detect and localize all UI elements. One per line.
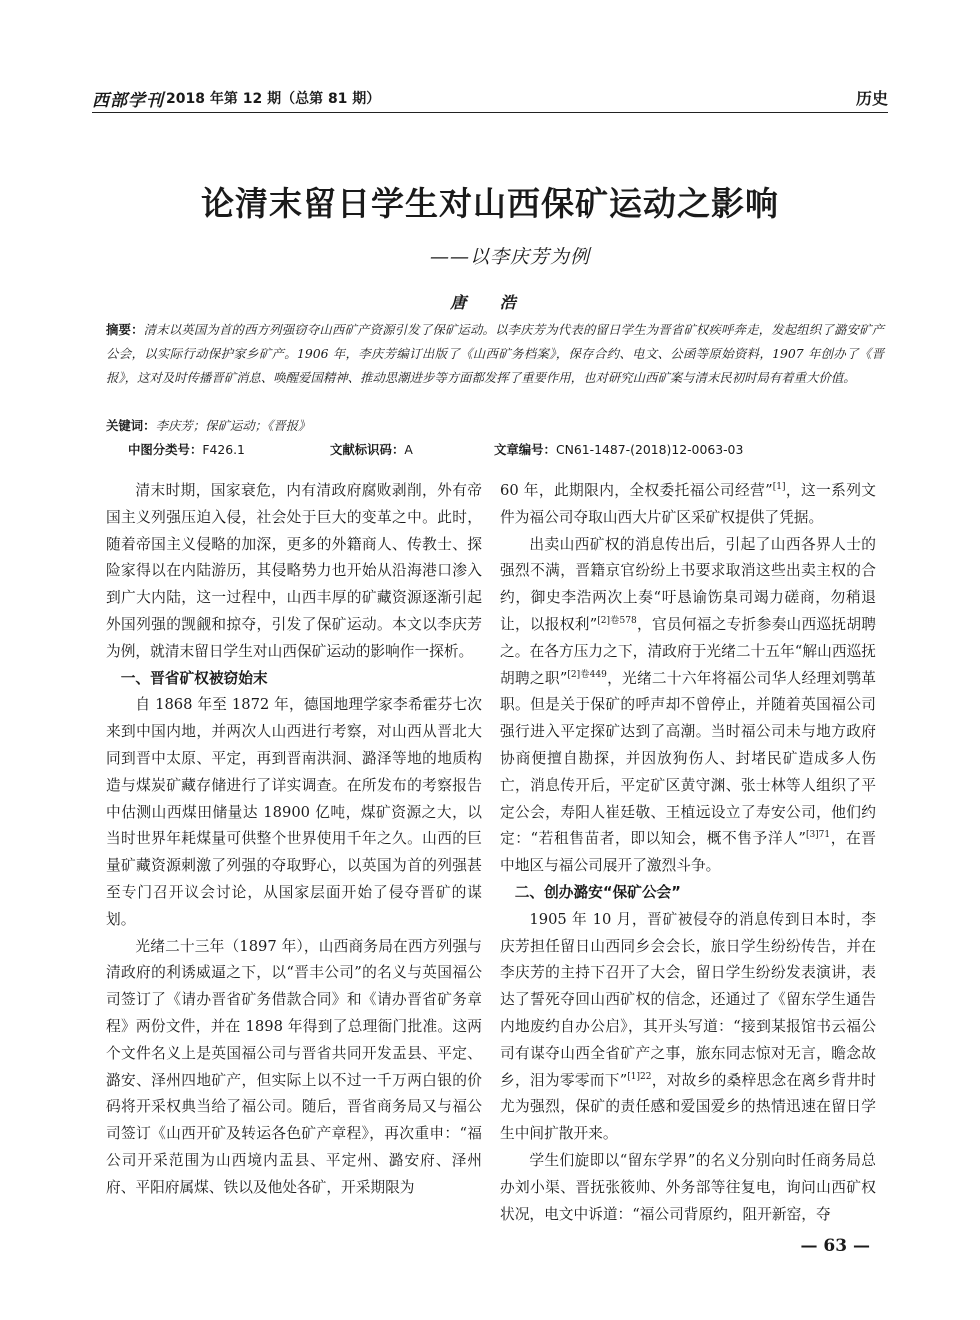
- journal-logo: 西部学刊: [92, 91, 164, 111]
- header-rule: [92, 112, 888, 113]
- citation: [2]卷449: [567, 669, 607, 680]
- paragraph: [500, 478, 876, 532]
- text-span: ，官员何福之专折参奏山西巡抚胡聘之。在各方压力之下，清政府于光绪二十五年“解山西巡抚胡聘之职”: [500, 615, 876, 687]
- paragraph: [500, 907, 876, 1148]
- article-title: 论清末留日学生对山西保矿运动之影响: [201, 184, 779, 223]
- citation: [3]71: [805, 830, 831, 841]
- keywords-text: 李庆芳；保矿运动；《晋报》: [155, 418, 311, 433]
- text-span: ，这一系列文件为福公司夺取山西大片矿区采矿权提供了凭据。: [500, 482, 876, 526]
- keywords-label: 关键词：: [106, 418, 156, 433]
- section-heading: 二、创办潞安“保矿公会”: [514, 883, 681, 901]
- keywords: [106, 414, 310, 438]
- paragraph: 自 1868 年至 1872 年，德国地理学家李希霍芬七次来到中国内地，并两次人山西进行考察，对山西从晋北大同到晋中太原、平定，再到晋南洪洞、潞泽等地的地质构造与煤炭矿藏存储进行了详实调查。在所发布的考察报告中估测山西煤田储量达 18900 亿吨，煤矿资源之大，以当时世界年耗煤量可供整个世界使用千年之久。山西的巨量矿藏资源刺激了列强的夺取野心，以英国为首的列强甚至专门召开议会讨论，从国家层面开始了侵夺晋矿的谋划。: [106, 696, 482, 928]
- text-span: 1905 年 10 月，晋矿被侵夺的消息传到日本时，李庆芳担任留日山西同乡会会长，旅日学生纷纷传告，并在李庆芳的主持下召开了大会，留日学生纷纷发表演讲，表达了誓死夺回山西矿权的信念，还通过了《留东学生通告内地废约自办公启》，其开头写道：“接到某报馆书云福公司有谋夺山西全省矿产之事，旅东同志惊对无言，瞻念故乡，泪为零零而下”: [500, 910, 876, 1089]
- citation: [1]22: [627, 1071, 652, 1082]
- issue-info: 2018 年第 12 期（总第 81 期）: [166, 91, 381, 107]
- paragraph: 光绪二十三年（1897 年），山西商务局在西方列强与清政府的利诱威逼之下，以“晋丰公司”的名义与英国福公司签订了《请办晋省矿务借款合同》和《请办晋省矿务章程》两份文件，并在 1898 年得到了总理衙门批准。这两个文件名义上是英国福公司与晋省共同开发盂县、平定、潞安、泽州四地矿产，但实际上以不过一千万两白银的价码将开采权典当给了福公司。随后，晋省商务局又与福公司签订《山西开矿及转运各色矿产章程》，再次重申：“福公司开采范围为山西境内盂县、平定州、潞安府、泽州府、平阳府属煤、铁以及他处各矿，开采期限为: [106, 937, 482, 1196]
- right-column: [500, 478, 876, 1228]
- abstract-label: 摘要：: [106, 322, 144, 337]
- text-span: ，对故乡的桑梓思念在离乡背井时尤为强烈，保矿的责任感和爱国爱乡的热情迅速在留日学生中间扩散开来。: [500, 1071, 876, 1143]
- text-span: 出卖山西矿权的消息传出后，引起了山西各界人士的强烈不满，晋籍京官纷纷上书要求取消这些出卖主权的合约，御史李浩两次上奏“吁恳谕饬臬司竭力磋商，勿稍退让，以报权利”: [500, 535, 876, 633]
- article-number: CN61-1487-(2018)12-0063-03: [555, 442, 744, 457]
- paragraph: 清末时期，国家衰危，内有清政府腐败剥削，外有帝国主义列强压迫入侵，社会处于巨大的变革之中。此时，随着帝国主义侵略的加深，更多的外籍商人、传教士、探险家得以在内陆游历，其侵略势力也开始从沿海港口渗入到广大内陆，这一过程中，山西丰厚的矿藏资源逐渐引起外国列强的觊觎和掠夺，引发了保矿运动。本文以李庆芳为例，就清末留日学生对山西保矿运动的影响作一探析。: [106, 482, 482, 660]
- left-column: [106, 478, 482, 1202]
- citation: [1]: [772, 482, 786, 493]
- text-span: 60 年，此期限内，全权委托福公司经营”: [500, 482, 773, 499]
- doc-code: A: [404, 442, 413, 457]
- section-heading: 一、晋省矿权被窃始末: [120, 669, 268, 687]
- abstract-text: 清末以英国为首的西方列强窃夺山西矿产资源引发了保矿运动。以李庆芳为代表的留日学生为晋省矿权疾呼奔走，发起组织了潞安矿产公会，以实际行动保护家乡矿产。1906 年，李庆芳编订出版了《山西矿务档案》，保存合约、电文、公函等原始资料，1907 年创办了《晋报》，这对及时传播晋矿消息、唤醒爱国精神、推动思潮进步等方面都发挥了重要作用，也对研究山西矿案与清末民初时局有着重大价值。: [106, 322, 885, 385]
- clc-number: F426.1: [202, 442, 245, 457]
- paragraph: 学生们旋即以“留东学界”的名义分别向时任商务局总办刘小渠、晋抚张筱帅、外务部等往复电，询问山西矿权状况，电文中诉道：“福公司背原约，阻开新窑，夺: [500, 1151, 876, 1223]
- text-span: ，在晋中地区与福公司展开了激烈斗争。: [500, 830, 876, 875]
- clc-label: 中图分类号：: [128, 442, 203, 457]
- article-meta: [128, 438, 888, 462]
- citation: [2]卷578: [597, 616, 637, 627]
- text-span: ，光绪二十六年将福公司华人经理刘鹗革职。但是关于保矿的呼声却不曾停止，并随着英国福公司强行进入平定探矿达到了高潮。当时福公司未与地方政府协商便擅自勘探，并因放狗伤人、封堵民矿造成多人伤亡，消息传开后，平定矿区黄守渊、张士林等人组织了平定公会，寿阳人崔廷敬、王植远设立了寿安公司，他们约定：“若租售苗者，即以知会，概不售予洋人”: [500, 669, 876, 848]
- author: 唐 浩: [450, 293, 530, 312]
- paragraph: [500, 532, 876, 880]
- abstract: [106, 318, 884, 390]
- article-subtitle: ——以李庆芳为例: [429, 246, 590, 268]
- page-number: — 63 —: [800, 1236, 870, 1256]
- doc-code-label: 文献标识码：: [330, 442, 405, 457]
- section-label: 历史: [855, 89, 888, 108]
- running-header: [92, 86, 888, 116]
- article-number-label: 文章编号：: [494, 442, 556, 457]
